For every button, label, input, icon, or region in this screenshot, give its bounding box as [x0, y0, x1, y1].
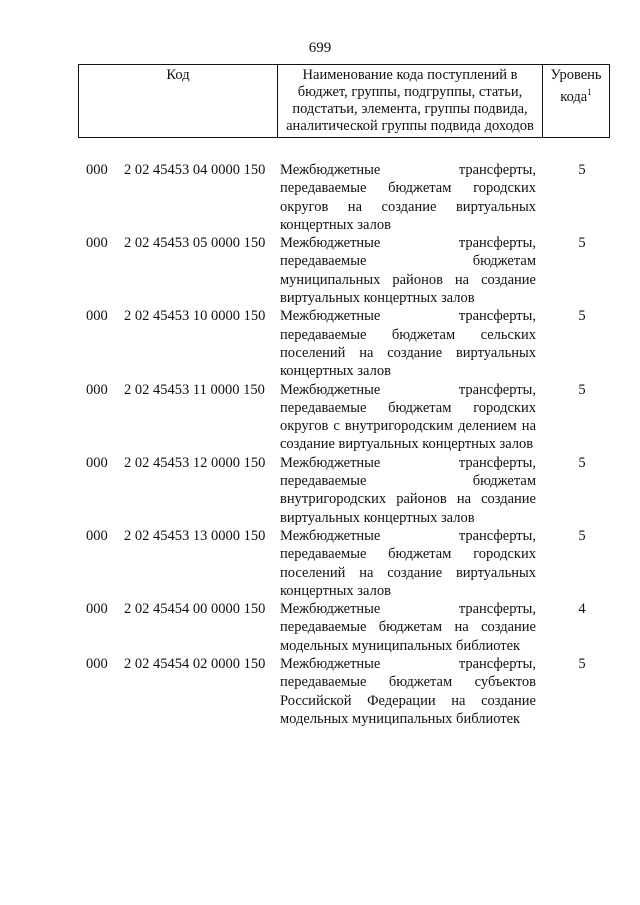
admin-code: 000 — [86, 527, 108, 544]
admin-code: 000 — [86, 601, 108, 618]
table-header — [78, 64, 610, 138]
table-row — [78, 454, 610, 527]
code-level: 5 — [578, 235, 586, 252]
revenue-name: Межбюджетные трансферты, передаваемые бюджетам городских округов на создание виртуальных концертных залов — [280, 162, 536, 233]
revenue-name: Межбюджетные трансферты, передаваемые бюджетам внутригородских районов на создание виртуальных концертных залов — [280, 454, 536, 526]
admin-code: 000 — [86, 381, 108, 398]
revenue-code: 2 02 45453 10 0000 150 — [124, 308, 266, 325]
admin-code: 000 — [86, 235, 108, 252]
revenue-code: 2 02 45453 04 0000 150 — [124, 162, 266, 178]
code-level: 5 — [578, 381, 586, 398]
revenue-name: Межбюджетные трансферты, передаваемые бюджетам сельских поселений на создание виртуальных концертных залов — [280, 308, 536, 380]
code-level: 5 — [578, 162, 586, 178]
revenue-code: 2 02 45453 13 0000 150 — [124, 527, 266, 544]
revenue-code: 2 02 45454 00 0000 150 — [124, 601, 266, 618]
admin-code: 000 — [86, 308, 108, 325]
revenue-name: Межбюджетные трансферты, передаваемые бюджетам муниципальных районов на создание виртуальных концертных залов — [280, 235, 536, 307]
page-number: 699 — [308, 40, 332, 56]
table-row — [78, 600, 610, 655]
revenue-name: Межбюджетные трансферты, передаваемые бюджетам городских округов с внутригородским делением на создание виртуальных концертных залов — [280, 381, 536, 453]
revenue-name: Межбюджетные трансферты, передаваемые бюджетам на создание модельных муниципальных библиотек — [280, 601, 536, 654]
code-level: 5 — [578, 527, 586, 544]
admin-code: 000 — [86, 656, 108, 673]
header-level — [543, 65, 609, 137]
code-level: 5 — [578, 454, 586, 471]
code-level: 5 — [578, 656, 586, 673]
admin-code: 000 — [86, 162, 108, 178]
table-row — [78, 234, 610, 307]
revenue-code: 2 02 45453 05 0000 150 — [124, 235, 266, 252]
table-row — [78, 655, 610, 728]
code-level: 5 — [578, 308, 586, 325]
header-level-footnote: 1 — [587, 87, 592, 97]
revenue-code: 2 02 45454 02 0000 150 — [124, 656, 266, 673]
admin-code: 000 — [86, 454, 108, 471]
revenue-code: 2 02 45453 11 0000 150 — [124, 381, 265, 398]
code-level: 4 — [578, 601, 586, 618]
table-body — [78, 161, 610, 728]
header-level-label: Уровень кода — [550, 67, 602, 105]
revenue-name: Межбюджетные трансферты, передаваемые бюджетам городских поселений на создание виртуальных концертных залов — [280, 527, 536, 599]
table-row — [78, 307, 610, 380]
table-row — [78, 381, 610, 454]
header-name: Наименование кода поступлений в бюджет, группы, подгруппы, статьи, подстатьи, элемента, группы подвида, аналитической группы подвида доходов — [278, 65, 543, 137]
table-row — [78, 527, 610, 600]
table-row — [78, 161, 610, 234]
revenue-code: 2 02 45453 12 0000 150 — [124, 454, 266, 471]
revenue-name: Межбюджетные трансферты, передаваемые бюджетам субъектов Российской Федерации на создание модельных муниципальных библиотек — [280, 656, 536, 727]
header-code: Код — [79, 65, 278, 137]
